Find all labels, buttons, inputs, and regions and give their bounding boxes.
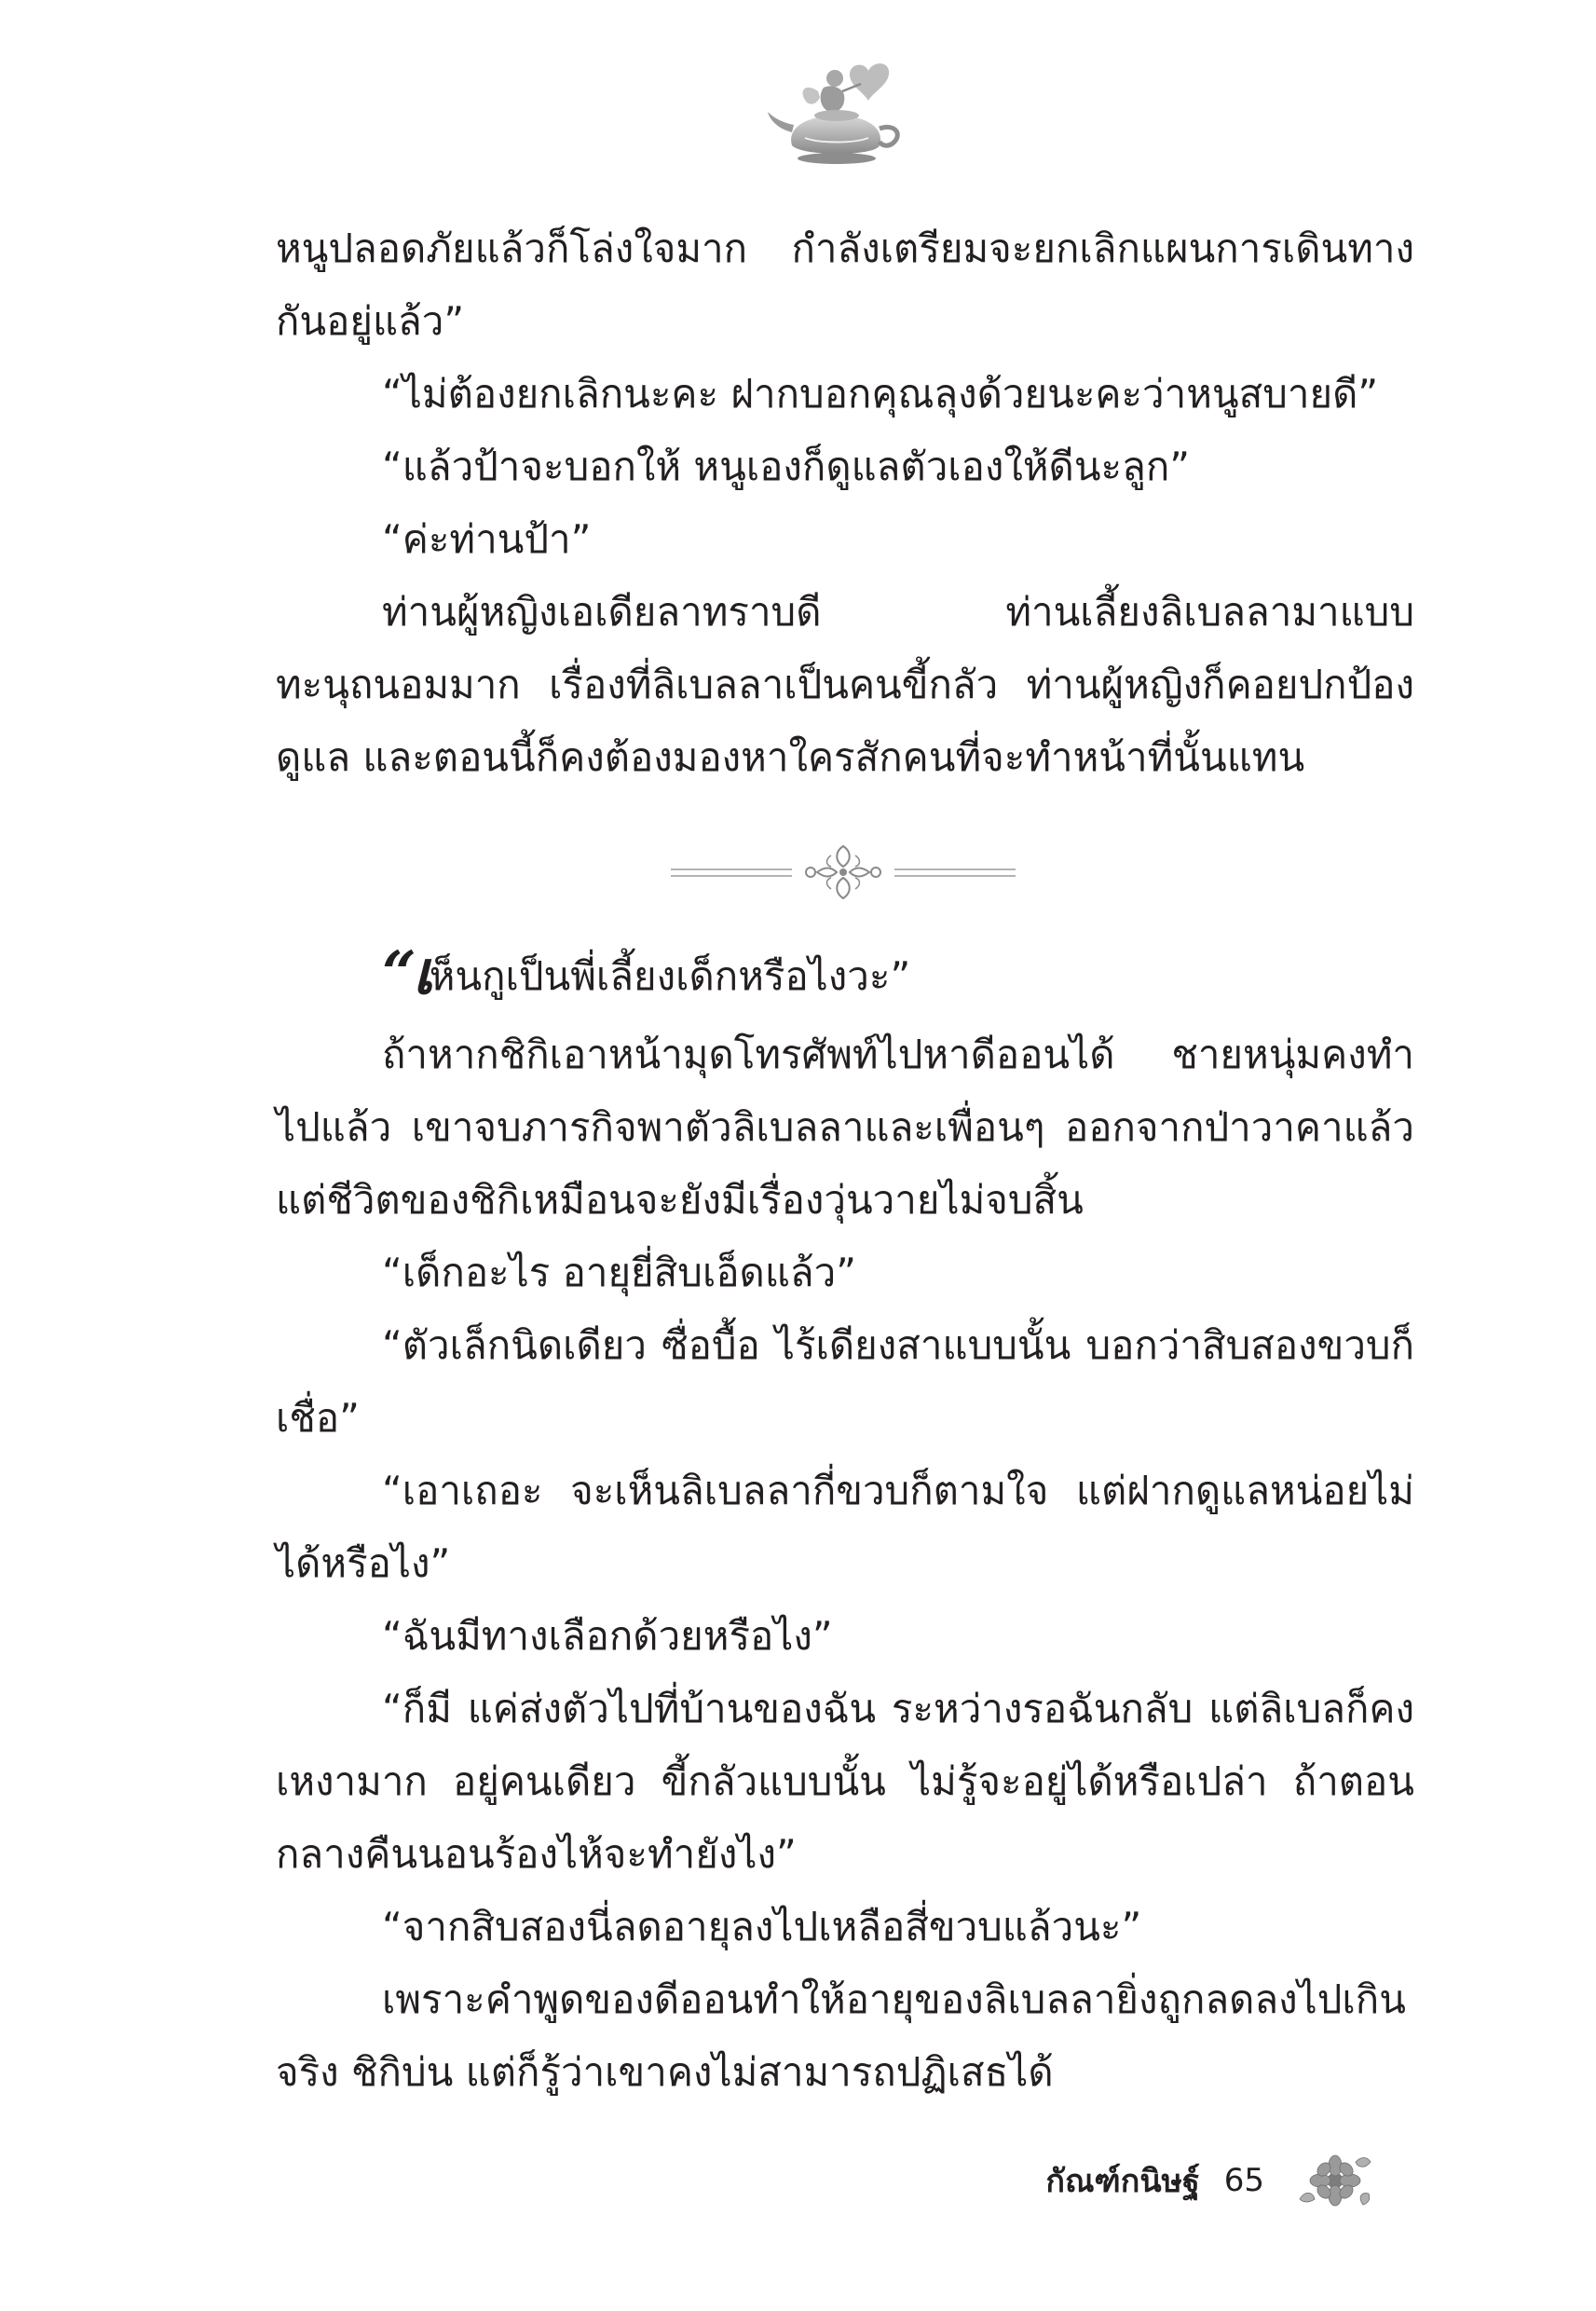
paragraph: “ฉันมีทางเลือกด้วยหรือไง” xyxy=(382,1613,833,1659)
paragraph: “จากสิบสองนี่ลดอายุลงไปเหลือสี่ขวบแล้วนะ” xyxy=(382,1904,1142,1949)
running-book-title: กัณฑ์กนิษฐ์ xyxy=(1045,2163,1200,2200)
paragraph: “เอาเถอะ จะเห็นลิเบลลากี่ขวบก็ตามใจ แต่ฝากดูแลหน่อยไม่ได้หรือไง” xyxy=(276,1468,1414,1586)
scroll-divider-icon xyxy=(671,839,1016,904)
paragraph: ท่านผู้หญิงเอเดียลาทราบดี ท่านเลี้ยงลิเบลลามาแบบทะนุถนอมมาก เรื่องที่ลิเบลลาเป็นคนขี้กลัว ท่านผู้หญิงก็คอยปกป้องดูแล และตอนนี้ก็คงต้องมองหาใครสักคนที่จะทำหน้าที่นั้นแทน xyxy=(276,589,1414,780)
paragraph: “ค่ะท่านป้า” xyxy=(382,516,592,562)
paragraph: “ไม่ต้องยกเลิกนะคะ ฝากบอกคุณลุงด้วยนะคะว่าหนูสบายดี” xyxy=(382,371,1379,417)
page-footer xyxy=(1045,2143,1382,2218)
drop-cap: “เ xyxy=(382,938,430,1008)
paragraph: “ตัวเล็กนิดเดียว ซื่อบื้อ ไร้เดียงสาแบบนั้น บอกว่าสิบสองขวบก็เชื่อ” xyxy=(276,1322,1414,1441)
paragraph: “แล้วป้าจะบอกให้ หนูเองก็ดูแลตัวเองให้ดีนะลูก” xyxy=(382,444,1191,489)
section-text-block xyxy=(276,932,1414,2109)
flower-ornament-icon xyxy=(1289,2143,1382,2218)
teapot-cupid-ornament-icon xyxy=(764,54,913,175)
paragraph: เพราะคำพูดของดีออนทำให้อายุของลิเบลลายิ่งถูกลดลงไปเกินจริง ชิกิบ่น แต่ก็รู้ว่าเขาคงไม่สามารถปฏิเสธได้ xyxy=(276,1976,1406,2095)
opening-line-text: ห็นกูเป็นพี่เลี้ยงเด็กหรือไงวะ” xyxy=(429,953,911,999)
paragraph: ถ้าหากชิกิเอาหน้ามุดโทรศัพท์ไปหาดีออนได้ ชายหนุ่มคงทำไปแล้ว เขาจบภารกิจพาตัวลิเบลลาและเพื่อนๆ ออกจากป่าวาคาแล้ว แต่ชีวิตของชิกิเหมือนจะยังมีเรื่องวุ่นวายไม่จบสิ้น xyxy=(276,1032,1414,1223)
paragraph: “ก็มี แค่ส่งตัวไปที่บ้านของฉัน ระหว่างรอฉันกลับ แต่ลิเบลก็คงเหงามาก อยู่คนเดียว ขี้กลัวแบบนั้น ไม่รู้จะอยู่ได้หรือเปล่า ถ้าตอนกลางคืนนอนร้องไห้จะทำยังไง” xyxy=(276,1686,1414,1877)
paragraph: หนูปลอดภัยแล้วก็โล่งใจมาก กำลังเตรียมจะยกเลิกแผนการเดินทางกันอยู่แล้ว” xyxy=(276,226,1414,344)
top-text-block xyxy=(276,212,1414,794)
paragraph: “เด็กอะไร อายุยี่สิบเอ็ดแล้ว” xyxy=(382,1250,856,1295)
page-number: 65 xyxy=(1223,2162,1264,2199)
section-opening-line xyxy=(276,932,1414,1019)
